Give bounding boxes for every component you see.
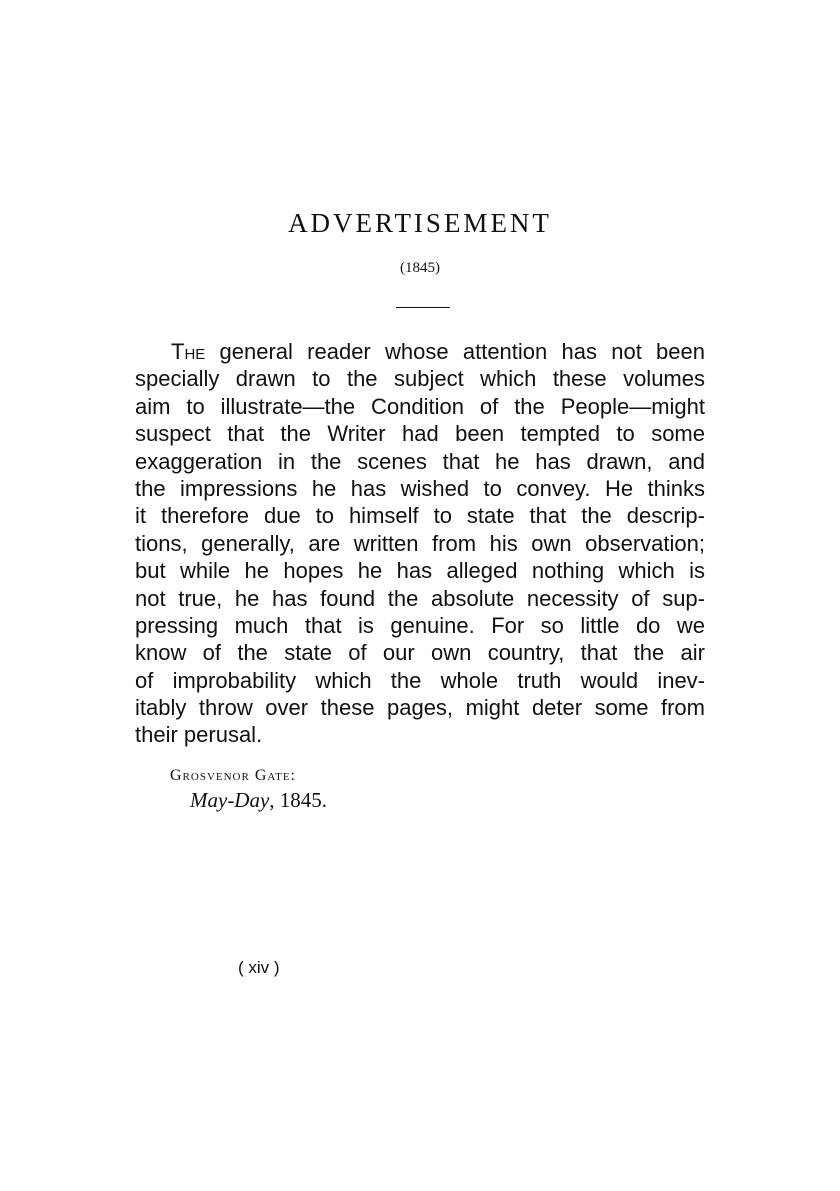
paragraph-line: the impressions he has wished to convey. He thinks xyxy=(135,475,705,501)
advertisement-paragraph xyxy=(135,338,705,749)
signature-date xyxy=(190,788,327,813)
paragraph-line: exaggeration in the scenes that he has drawn, and xyxy=(135,448,705,474)
signature-date-italic: May-Day xyxy=(190,788,270,812)
divider-rule xyxy=(396,307,450,308)
paragraph-line: itably throw over these pages, might deter some from xyxy=(135,695,705,721)
signature-date-year: , 1845. xyxy=(269,788,328,812)
lead-word: The xyxy=(171,339,206,364)
paragraph-line: know of the state of our own country, that the air xyxy=(135,640,705,666)
paragraph-line: not true, he has found the absolute necessity of sup- xyxy=(135,585,705,611)
publication-year: (1845) xyxy=(400,260,440,276)
paragraph-line: pressing much that is genuine. For so little do we xyxy=(135,612,705,638)
paragraph-line: aim to illustrate—the Condition of the People—might xyxy=(135,393,705,419)
paragraph-line: tions, generally, are written from his own observation; xyxy=(135,530,705,556)
paragraph-line: specially drawn to the subject which these volumes xyxy=(135,366,705,392)
paragraph-line: The general reader whose attention has not been xyxy=(171,339,705,364)
page-title: ADVERTISEMENT xyxy=(288,208,552,238)
paragraph-line: suspect that the Writer had been tempted to some xyxy=(135,421,705,447)
signature-place: Grosvenor Gate: xyxy=(170,767,297,784)
paragraph-line: their perusal. xyxy=(135,722,263,748)
paragraph-line: but while he hopes he has alleged nothing which is xyxy=(135,558,705,584)
paragraph-line: it therefore due to himself to state that the descrip- xyxy=(135,503,705,529)
page-number: ( xiv ) xyxy=(238,958,280,977)
paragraph-line: of improbability which the whole truth would inev- xyxy=(135,667,705,693)
